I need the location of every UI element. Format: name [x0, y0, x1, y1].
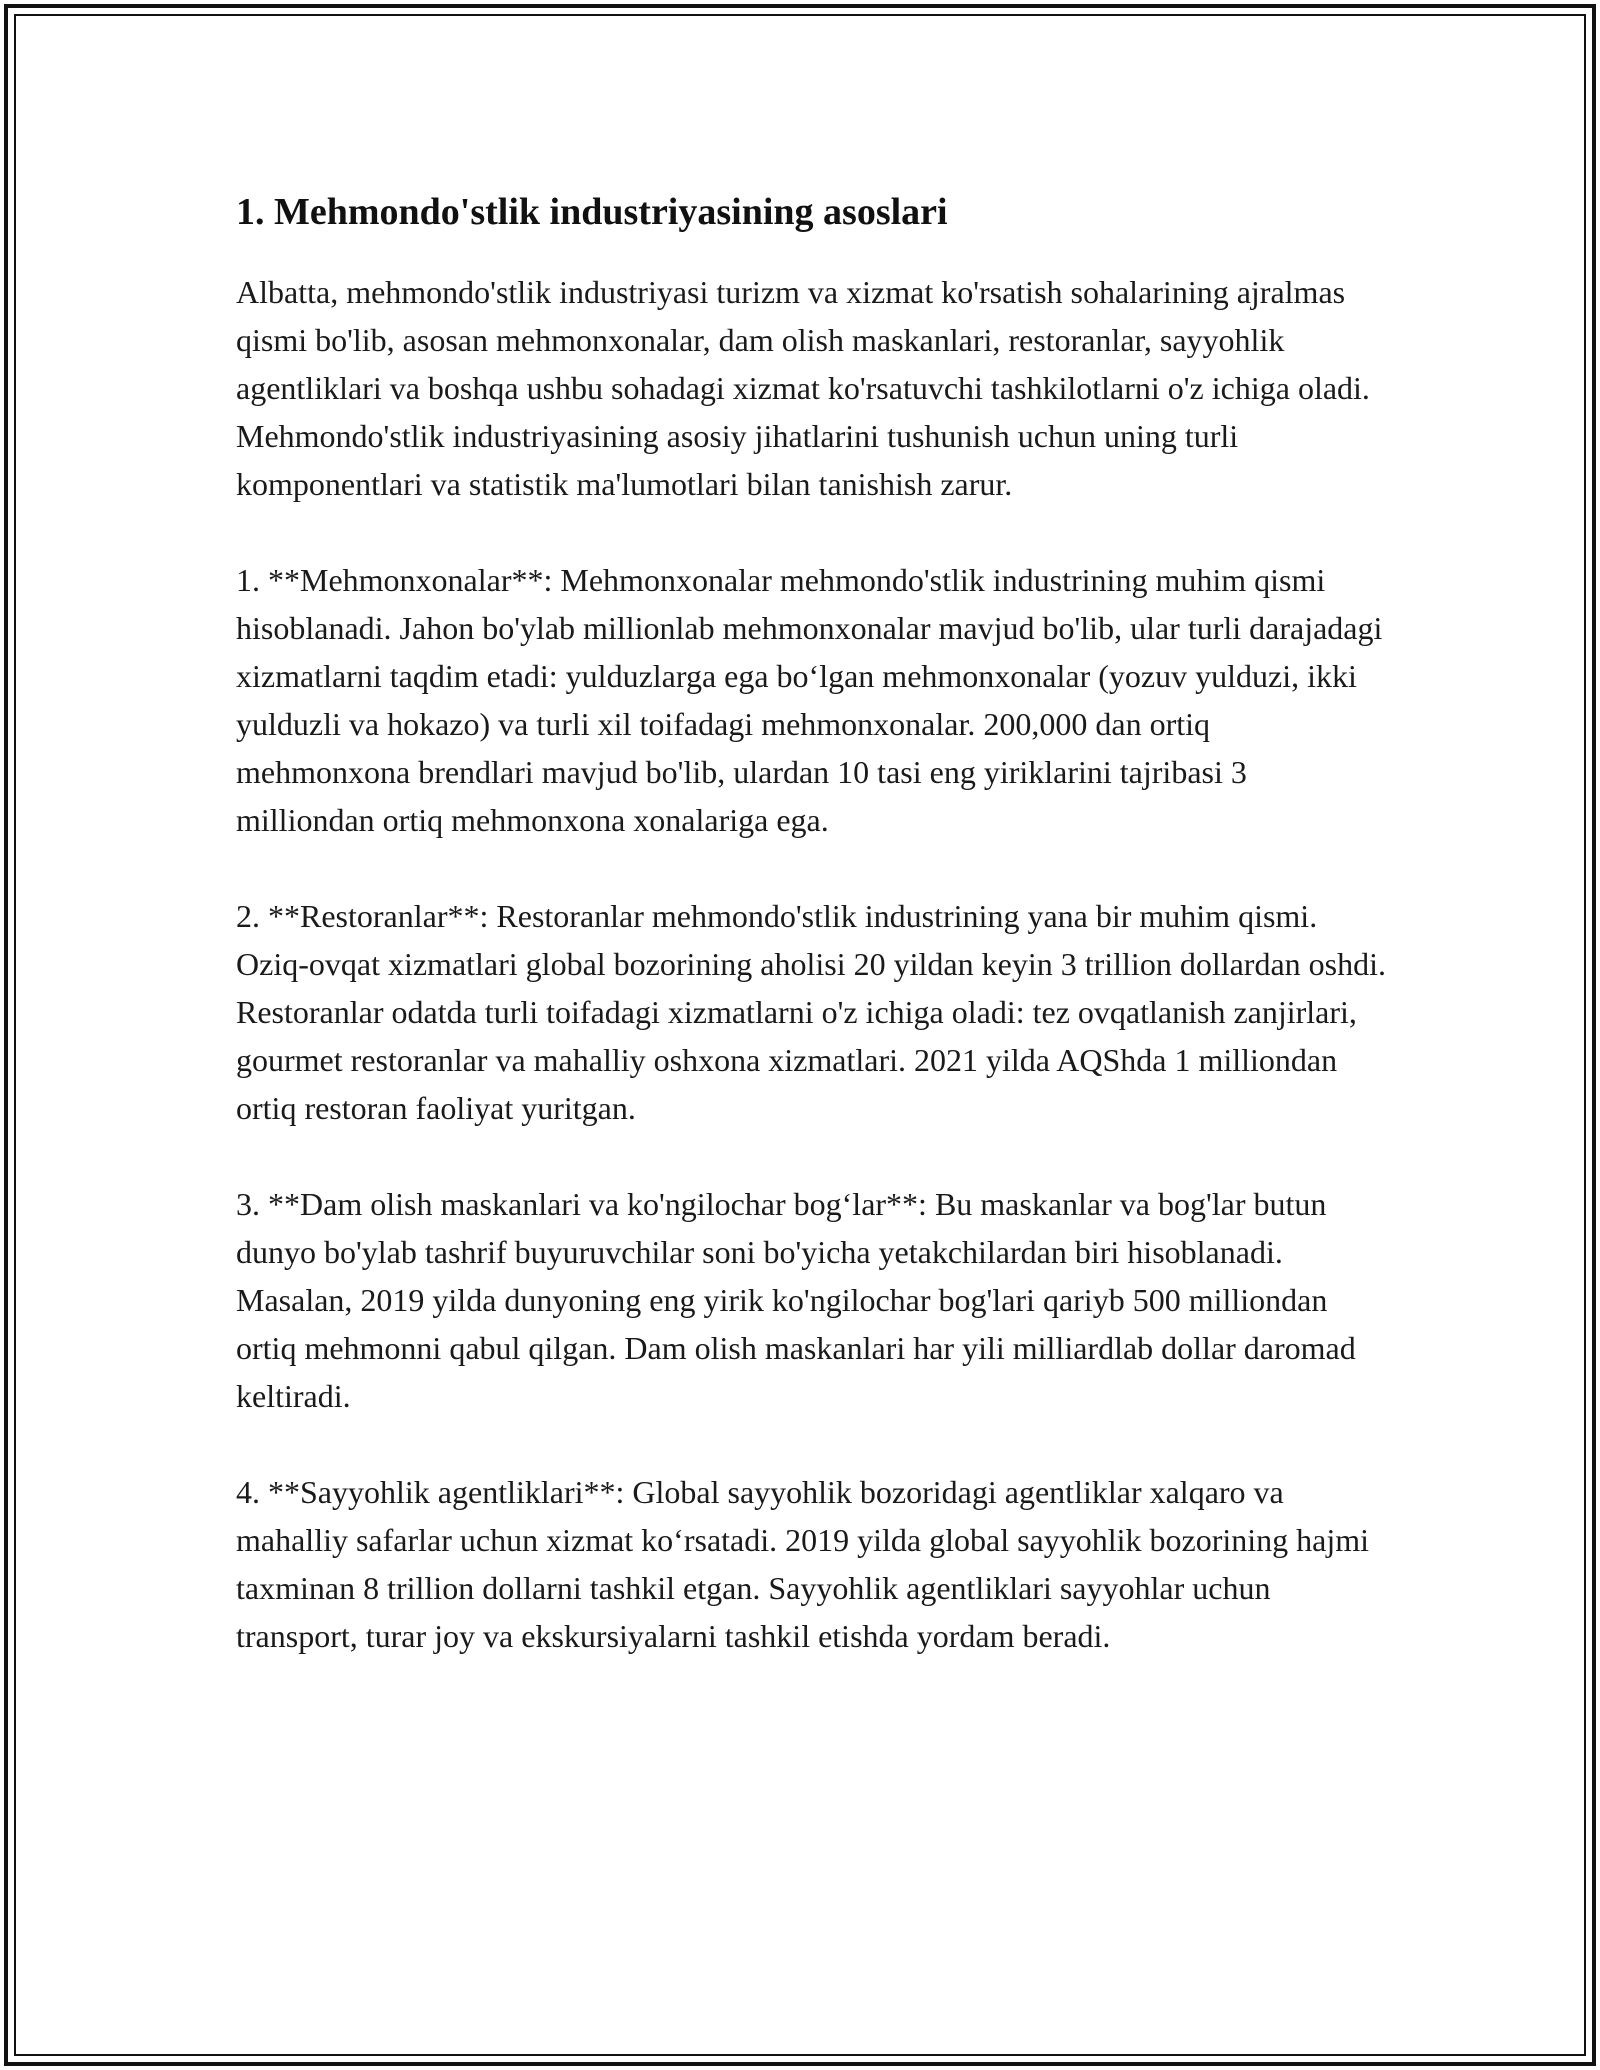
paragraph-intro: Albatta, mehmondo'stlik industriyasi turizm va xizmat ko'rsatish sohalarining ajralmas qismi bo'lib, asosan mehmonxonalar, dam olish maskanlari, restoranlar, sayyohlik agentliklari va boshqa ushbu sohadagi xizmat ko'rsatuvchi tashkilotlarni o'z ichiga oladi. Mehmondo'stlik industriyasining asosiy jihatlarini tushunish uchun uning turli komponentlari va statistik ma'lumotlari bilan tanishish zarur.: [236, 274, 1370, 502]
paragraph-resorts-parks: 3. **Dam olish maskanlari va ko'ngilochar bog‘lar**: Bu maskanlar va bog'lar butun dunyo bo'ylab tashrif buyuruvchilar soni bo'yicha yetakchilardan biri hisoblanadi. Masalan, 2019 yilda dunyoning eng yirik ko'ngilochar bog'lari qariyb 500 milliondan ortiq mehmonni qabul qilgan. Dam olish maskanlari har yili milliardlab dollar daromad keltiradi.: [236, 1186, 1356, 1414]
document-body: [236, 188, 1386, 1708]
section-heading: 1. Mehmondo'stlik industriyasining asoslari: [236, 191, 948, 233]
paragraph-restaurants: 2. **Restoranlar**: Restoranlar mehmondo'stlik industrining yana bir muhim qismi. Oziq-ovqat xizmatlari global bozorining aholisi 20 yildan keyin 3 trillion dollardan oshdi. Restoranlar odatda turli toifadagi xizmatlarni o'z ichiga oladi: tez ovqatlanish zanjirlari, gourmet restoranlar va mahalliy oshxona xizmatlari. 2021 yilda AQShda 1 milliondan ortiq restoran faoliyat yuritgan.: [236, 898, 1386, 1126]
paragraph-travel-agencies: 4. **Sayyohlik agentliklari**: Global sayyohlik bozoridagi agentliklar xalqaro va mahalliy safarlar uchun xizmat ko‘rsatadi. 2019 yilda global sayyohlik bozorining hajmi taxminan 8 trillion dollarni tashkil etgan. Sayyohlik agentliklari sayyohlar uchun transport, turar joy va ekskursiyalarni tashkil etishda yordam beradi.: [236, 1474, 1370, 1654]
paragraph-hotels: 1. **Mehmonxonalar**: Mehmonxonalar mehmondo'stlik industrining muhim qismi hisoblanadi. Jahon bo'ylab millionlab mehmonxonalar mavjud bo'lib, ular turli darajadagi xizmatlarni taqdim etadi: yulduzlarga ega bo‘lgan mehmonxonalar (yozuv yulduzi, ikki yulduzli va hokazo) va turli xil toifadagi mehmonxonalar. 200,000 dan ortiq mehmonxona brendlari mavjud bo'lib, ulardan 10 tasi eng yiriklarini tajribasi 3 milliondan ortiq mehmonxona xonalariga ega.: [236, 562, 1383, 838]
